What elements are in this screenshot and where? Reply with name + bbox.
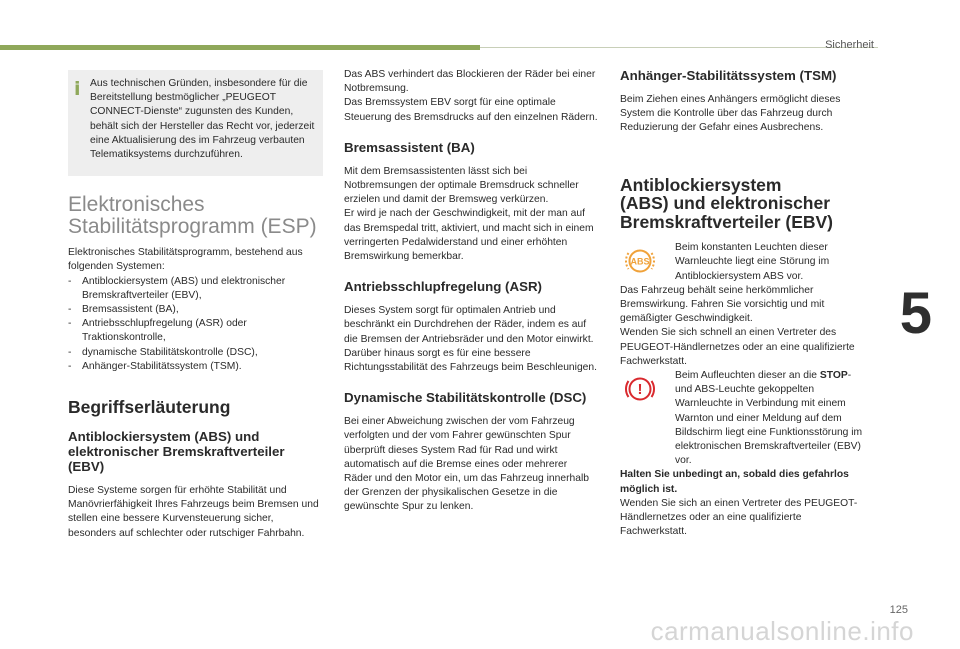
asr-title: Antriebsschlupfregelung (ASR) (344, 279, 542, 295)
column-middle (344, 68, 598, 515)
abs-ebv-title-line-3: Bremskraftverteiler (EBV) (620, 211, 834, 232)
header-accent-bar (0, 45, 480, 50)
stop-text-post: - und ABS-Leuchte gekoppelten Warnleuchte in Verbindung mit einem Warnton und einer Meldung auf dem Bildschirm liegt eine Funktionsstörung im elektronischen Bremskraftverteiler (EBV) vor. (675, 369, 863, 467)
chapter-number: 5 (899, 281, 932, 346)
tsm-text: Beim Ziehen eines Anhängers ermöglicht dieses System die Kontrolle über das Fahrzeug durch Reduzierung der Gefahr eines Ausbrechens. (620, 94, 841, 134)
abs-lamp-text-3: Wenden Sie sich schnell an einen Vertreter des PEUGEOT-Händlernetzes oder an eine qualifizierte Fachwerkstatt. (620, 327, 855, 367)
esp-title-line-1: Elektronisches (68, 193, 205, 217)
info-text: Aus technischen Gründen, insbesondere für die Bereitstellung bestmöglicher „PEUGEOT CONNECT-Dienste“ zugunsten des Kunden, behält sich der Hersteller das Recht vor, jederzeit eine Aktualisierung des im Fahrzeug verbauten Telematiksystems durchzuführen. (90, 78, 315, 161)
abs-ebv-title-line-1: Antiblockiersystem (620, 174, 782, 195)
list-item: - Antiblockiersystem (ABS) und elektronischer Bremskraftverteiler (EBV), (68, 275, 323, 303)
asr-text: Dieses System sorgt für optimalen Antrieb und beschränkt ein Durchdrehen der Räder, indem es auf die Bremsen der Antriebsräder und den Motor einwirkt. Darüber hinaus sorgt es für eine bessere Richtungsstabilität des Fahrzeugs beim Beschleunigen. (344, 305, 597, 374)
tsm-title: Anhänger-Stabilitätssystem (TSM) (620, 68, 837, 83)
section-name: Sicherheit (825, 39, 874, 51)
column-left (68, 70, 323, 541)
abs-text-2: Das Bremssystem EBV sorgt für eine optimale Steuerung des Bremsdrucks auf den einzelnen Rädern. (344, 97, 598, 123)
list-item: - Antriebsschlupfregelung (ASR) oder Traktionskontrolle, (68, 317, 323, 345)
abs-warning-row (620, 241, 870, 284)
dsc-text: Bei einer Abweichung zwischen der vom Fahrzeug verfolgten und der vom Fahrer gewünschten Spur überprüft dieses System Rad für Rad und wirkt automatisch auf die Bremse eines oder mehrerer Räder und den Motor ein, um das Fahrzeug innerhalb der Grenzen der physikalischen Gesetze in die gewünschte Spur zu lenken. (344, 416, 589, 513)
terms-title: Begriffserläuterung (68, 397, 231, 418)
stop-text-pre: Beim Aufleuchten dieser an die (675, 369, 817, 381)
page-number: 125 (889, 604, 908, 616)
abs-lamp-text-2: Das Fahrzeug behält seine herkömmlicher Bremswirkung. Fahren Sie vorsichtig und mit gemäßigter Geschwindigkeit. (620, 284, 825, 325)
watermark: carmanualsonline.info (650, 616, 914, 646)
stop-word: STOP (819, 369, 848, 381)
esp-title (68, 194, 323, 238)
abs-text-1: Das ABS verhindert das Blockieren der Räder bei einer Notbremsung. (344, 69, 596, 95)
abs-warning-icon (624, 245, 656, 277)
stop-warning-icon (624, 373, 656, 405)
abs-icon-label: ABS (630, 256, 650, 267)
stop-icon-label: ! (637, 380, 643, 398)
abs-ebv-subtitle: Antiblockiersystem (ABS) und elektronischer Bremskraftverteiler (EBV) (68, 429, 285, 475)
info-box (68, 70, 323, 176)
stop-lamp-text (675, 369, 870, 468)
ba-title: Bremsassistent (BA) (344, 139, 475, 155)
abs-ebv-text: Diese Systeme sorgen für erhöhte Stabilität und Manövrierfähigkeit Ihres Fahrzeugs beim Bremsen und stellen eine bessere Kurvensteuerung sicher, besonders auf schlechter oder rutschiger Fahrbahn. (68, 485, 319, 539)
stop-warning-row (620, 369, 870, 468)
list-item: - Anhänger-Stabilitätssystem (TSM). (68, 360, 323, 374)
column-right (620, 68, 870, 539)
info-icon: i (74, 78, 81, 100)
ba-text-2: Er wird je nach der Geschwindigkeit, mit der man auf das Bremspedal tritt, aktiviert, und macht sich in einem verringerten Pedalwiderstand und einer erhöhten Bremswirkung bemerkbar. (344, 208, 594, 263)
dsc-title: Dynamische Stabilitätskontrolle (DSC) (344, 390, 587, 406)
list-item: - Bremsassistent (BA), (68, 303, 323, 317)
esp-title-line-2: Stabilitätsprogramm (ESP) (68, 215, 317, 239)
list-item: - dynamische Stabilitätskontrolle (DSC), (68, 346, 323, 360)
ba-text-1: Mit dem Bremsassistenten lässt sich bei Notbremsungen der optimale Bremsdruck schneller erzielen und damit der Bremsweg verkürzen. (344, 165, 579, 206)
abs-lamp-text: Beim konstanten Leuchten dieser Warnleuchte liegt eine Störung im Antiblockiersystem ABS vor. (675, 242, 830, 282)
esp-intro: Elektronisches Stabilitätsprogramm, bestehend aus folgenden Systemen: (68, 247, 303, 273)
header-rule (480, 47, 878, 48)
esp-system-list (68, 275, 323, 374)
abs-ebv-title-line-2: (ABS) und elektronischer (620, 193, 831, 214)
stop-warning-end: Wenden Sie sich an einen Vertreter des PEUGEOT-Händlernetzes oder an eine qualifizierte Fachwerkstatt. (620, 497, 858, 538)
stop-warning-bold: Halten Sie unbedingt an, sobald dies gefahrlos möglich ist. (620, 469, 849, 495)
abs-ebv-title (620, 176, 870, 232)
